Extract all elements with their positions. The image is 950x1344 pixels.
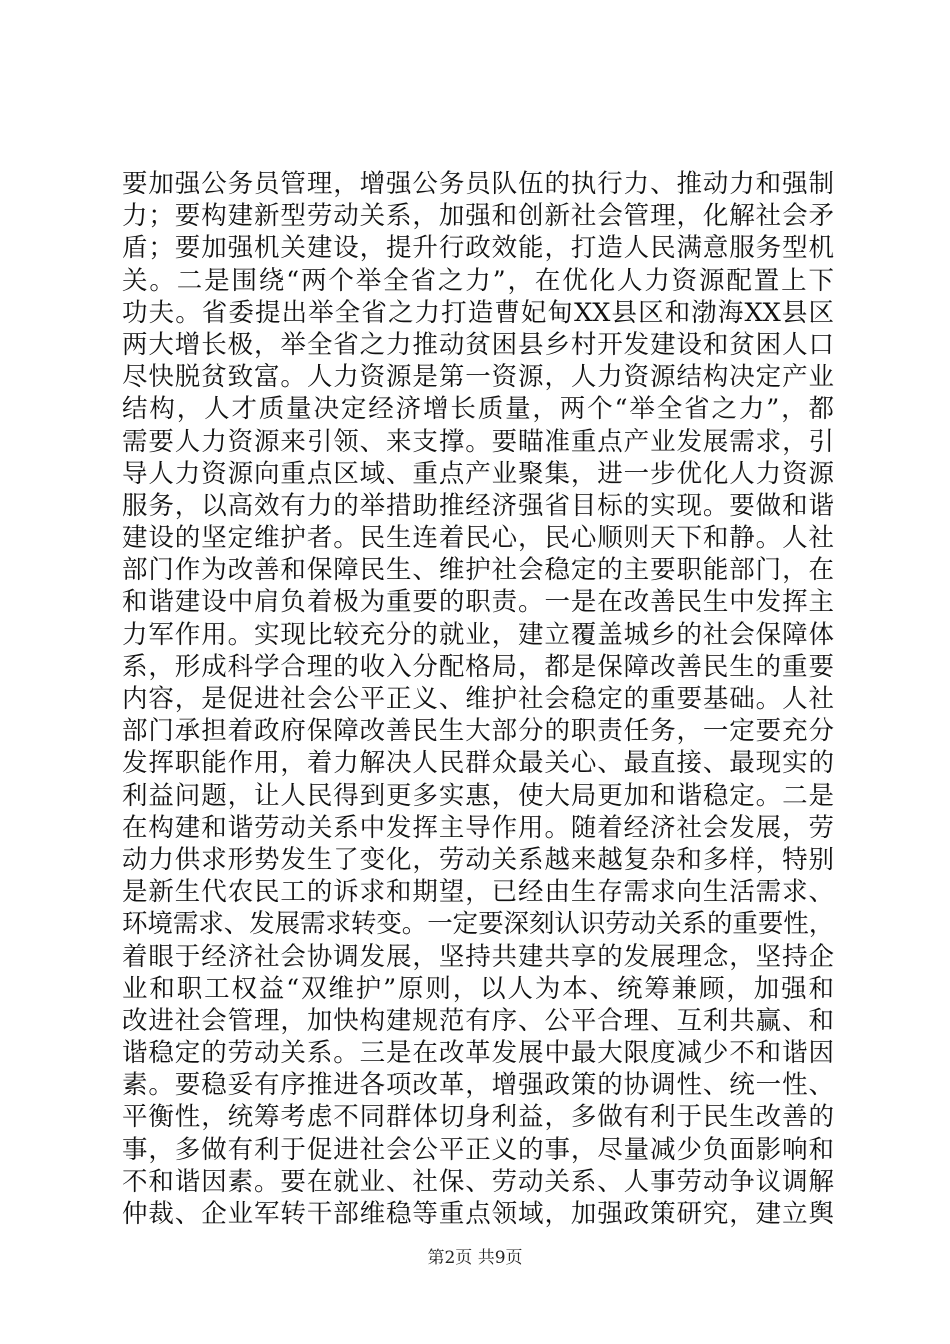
text-line: 业和职工权益“双维护”原则，以人为本、统筹兼顾，加强和 bbox=[122, 973, 834, 1004]
text-line: 和谐建设中肩负着极为重要的职责。一是在改善民生中发挥主 bbox=[122, 587, 834, 618]
text-line: 尽快脱贫致富。人力资源是第一资源，人力资源结构决定产业 bbox=[122, 362, 834, 393]
text-line: 利益问题，让人民得到更多实惠，使大局更加和谐稳定。二是 bbox=[122, 780, 834, 811]
text-line: 内容，是促进社会公平正义、维护社会稳定的重要基础。人社 bbox=[122, 684, 834, 714]
text-line: 建设的坚定维护者。民生连着民心，民心顺则天下和静。人社 bbox=[122, 523, 834, 554]
text-line: 需要人力资源来引领、来支撑。要瞄准重点产业发展需求，引 bbox=[122, 426, 834, 457]
text-line: 动力供求形势发生了变化，劳动关系越来越复杂和多样，特别 bbox=[122, 844, 834, 875]
text-line: 改进社会管理，加快构建规范有序、公平合理、互利共赢、和 bbox=[122, 1005, 834, 1036]
text-line: 在构建和谐劳动关系中发挥主导作用。随着经济社会发展，劳 bbox=[122, 812, 834, 843]
text-line: 力；要构建新型劳动关系，加强和创新社会管理，化解社会矛 bbox=[122, 201, 834, 232]
text-line: 发挥职能作用，着力解决人民群众最关心、最直接、最现实的 bbox=[122, 748, 834, 779]
text-line: 部门作为改善和保障民生、维护社会稳定的主要职能部门，在 bbox=[122, 555, 834, 586]
text-line: 谐稳定的劳动关系。三是在改革发展中最大限度减少不和谐因 bbox=[122, 1038, 834, 1069]
text-line: 系，形成科学合理的收入分配格局，都是保障改善民生的重要 bbox=[122, 651, 834, 682]
text-line: 力军作用。实现比较充分的就业，建立覆盖城乡的社会保障体 bbox=[122, 619, 834, 650]
text-line: 是新生代农民工的诉求和期望，已经由生存需求向生活需求、 bbox=[122, 877, 834, 908]
text-line: 不和谐因素。要在就业、社保、劳动关系、人事劳动争议调解 bbox=[122, 1166, 834, 1197]
body-text bbox=[122, 168, 834, 1230]
text-line: 平衡性，统筹考虑不同群体切身利益，多做有利于民生改善的 bbox=[122, 1102, 834, 1133]
text-line: 素。要稳妥有序推进各项改革，增强政策的协调性、统一性、 bbox=[122, 1070, 834, 1101]
text-line: 着眼于经济社会协调发展，坚持共建共享的发展理念，坚持企 bbox=[122, 941, 834, 972]
text-line: 盾；要加强机关建设，提升行政效能，打造人民满意服务型机 bbox=[122, 233, 834, 264]
text-line: 仲裁、企业军转干部维稳等重点领域，加强政策研究，建立舆 bbox=[122, 1199, 834, 1229]
text-line: 导人力资源向重点区域、重点产业聚集，进一步优化人力资源 bbox=[122, 458, 834, 489]
text-line: 要加强公务员管理，增强公务员队伍的执行力、推动力和强制 bbox=[122, 169, 834, 199]
text-line: 部门承担着政府保障改善民生大部分的职责任务，一定要充分 bbox=[122, 716, 834, 747]
text-line: 结构，人才质量决定经济增长质量，两个“举全省之力”，都 bbox=[122, 394, 834, 425]
text-line: 两大增长极，举全省之力推动贫困县乡村开发建设和贫困人口 bbox=[122, 329, 834, 360]
page-footer: 第2页 共9页 bbox=[427, 1248, 523, 1268]
text-line: 关。二是围绕“两个举全省之力”，在优化人力资源配置上下 bbox=[122, 265, 834, 296]
text-line: 功夫。省委提出举全省之力打造曹妃甸XX县区和渤海XX县区 bbox=[122, 297, 834, 328]
text-line: 事，多做有利于促进社会公平正义的事，尽量减少负面影响和 bbox=[122, 1134, 834, 1165]
text-line: 服务，以高效有力的举措助推经济强省目标的实现。要做和谐 bbox=[122, 490, 834, 521]
text-line: 环境需求、发展需求转变。一定要深刻认识劳动关系的重要性， bbox=[122, 909, 834, 940]
